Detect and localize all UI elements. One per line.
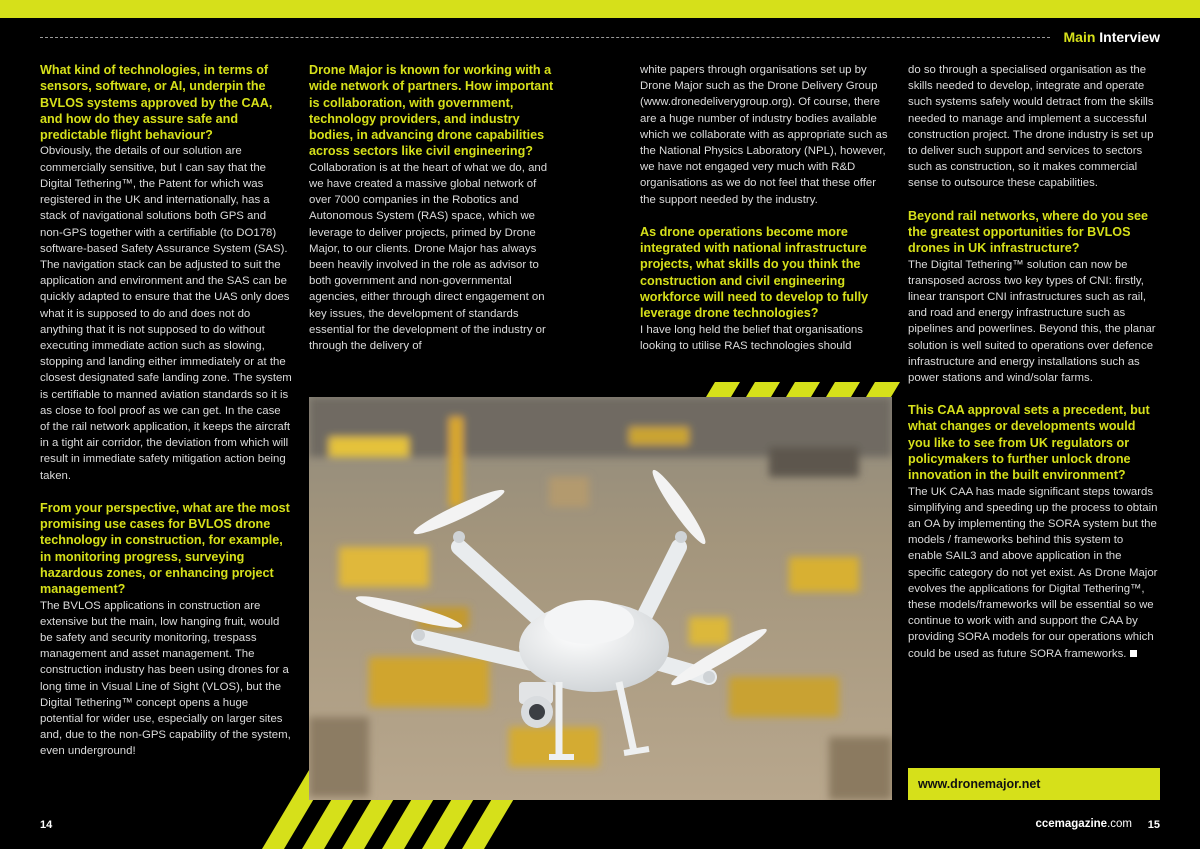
column-2 <box>309 62 559 354</box>
answer-paragraph: The BVLOS applications in construction are extensive but the main, low hanging fruit, would be safety and security monitoring, trespass management and asset management. The construction industry has been using drones for a long time in Visual Line of Sight (VLOS), but the Digital Tethering™ concept opens a huge potential for wider use, especially on larger sites and, due to the non-GPS capability of the system, even underground! <box>40 599 291 758</box>
question-heading: As drone operations become more integrated with national infrastructure projects, what skills do you think the construction and civil engineering workforce will need to develop to fully leverage drone technologies? <box>640 224 869 321</box>
question-heading: Beyond rail networks, where do you see the greatest opportunities for BVLOS drones in UK infrastructure? <box>908 208 1149 256</box>
section-label <box>1064 29 1160 45</box>
column-1 <box>40 62 292 760</box>
question-heading: What kind of technologies, in terms of sensors, software, or AI, underpin the BVLOS systems approved by the CAA, and how do they assure safe and predictable flight behaviour? <box>40 63 273 143</box>
site-name-bold: ccemagazine <box>1035 818 1108 830</box>
section-word: Interview <box>1099 29 1160 45</box>
answer-paragraph: I have long held the belief that organisations looking to utilise RAS technologies should <box>640 323 863 352</box>
page-number-right: 15 <box>1147 819 1160 831</box>
answer-paragraph: Obviously, the details of our solution are commercially sensitive, but I can say that the Digital Tethering™, the Patent for which was registered in the UK and internationally, has a stack of navigational solutions both GPS and non-GPS together with a certifiable (to DO178) software-based Safety Assurance System (SAS). The navigation stack can be adjusted to suit the application and environment and the SAS can be quickly adapted to ensure that the UAS only does what it is supposed to do and does not do anything that it is not supposed to do without executing immediate action such as slowing, stopping and landing either immediately or at the closest designated safe landing zone. The system is certifiable to manned aviation standards so it is as close to fool proof as we can get. In the case of the rail network application, it keeps the aircraft in a tight air corridor, the deviation from which will result in immediate safety mitigation action being taken. <box>40 145 292 482</box>
closing-answer-text: The UK CAA has made significant steps towards simplifying and speeding up the process to obtain an OA by implementing the SORA system but the models / frameworks behind this system to enable SAIL3 and above application in the specific category do not yet exist. As Drone Major evolves the applications for Digital Tethering™, these models/frameworks will be essential so we continue to work with and support the CAA by providing SORA models for our operations which could be used as future SORA frameworks. <box>908 485 1158 660</box>
question-heading: Drone Major is known for working with a wide network of partners. How important is collaboration, with government, technology providers, and industry bodies, in advancing drone capabilities across sectors like civil engineering? <box>309 63 554 159</box>
section-prefix: Main <box>1063 29 1096 45</box>
answer-paragraph: Collaboration is at the heart of what we do, and we have created a massive global network of over 7000 companies in the Robotics and Autonomous System (RAS) space, which we leverage to deliver projects, primed by Drone Major, to our clients. Drone Major has always been heavily involved in the role as advisor to both government and non-governmental agencies, either through direct engagement on key issues, the development of standards essential for the development of the industry or through the delivery of <box>309 161 548 353</box>
header-rule <box>40 37 1050 38</box>
end-mark-icon <box>1130 650 1137 657</box>
question-heading: This CAA approval sets a precedent, but what changes or developments would you like to see from UK regulators or policymakers to further unlock drone innovation in the built environment? <box>908 403 1150 483</box>
answer-paragraph: do so through a specialised organisation as the skills needed to develop, integrate and operate such systems safely would detract from the skills needed to manage and implement a successful construction project. The drone industry is set up to deliver such support and services to sectors such as construction, so it makes commercial sense to outsource these capabilities. <box>908 64 1154 190</box>
magazine-site <box>1035 818 1132 830</box>
column-4 <box>908 62 1158 662</box>
answer-paragraph: The Digital Tethering™ solution can now be transposed across two key types of CNI: firstly, linear transport CNI infrastructures such as rail, and road and energy infrastructure such as pipelines and powerlines. Beyond this, the planar solution is well suited to operations over defence infrastructure and energy installations such as power stations and wind/solar farms. <box>908 258 1156 384</box>
question-heading: From your perspective, what are the most promising use cases for BVLOS drone technology in construction, for example, in monitoring progress, surveying hazardous zones, or enhancing project management? <box>40 500 290 597</box>
page-number-left: 14 <box>40 819 53 831</box>
drone-photo <box>309 397 892 800</box>
drone-over-construction-site-image <box>309 397 892 800</box>
top-accent-bar <box>0 0 1200 18</box>
column-3 <box>640 62 890 354</box>
site-tld: .com <box>1107 818 1132 830</box>
website-link[interactable]: www.dronemajor.net <box>908 768 1160 800</box>
answer-paragraph: white papers through organisations set up by Drone Major such as the Drone Delivery Group (www.dronedeliverygroup.org). Of course, there are a huge number of industry bodies available which we collaborate with as appropriate such as the National Physics Laboratory (NPL), however, we have not engaged very much with R&D organisations as we do not feel that these offer the support needed by the industry. <box>640 64 888 206</box>
answer-paragraph <box>908 484 1158 662</box>
